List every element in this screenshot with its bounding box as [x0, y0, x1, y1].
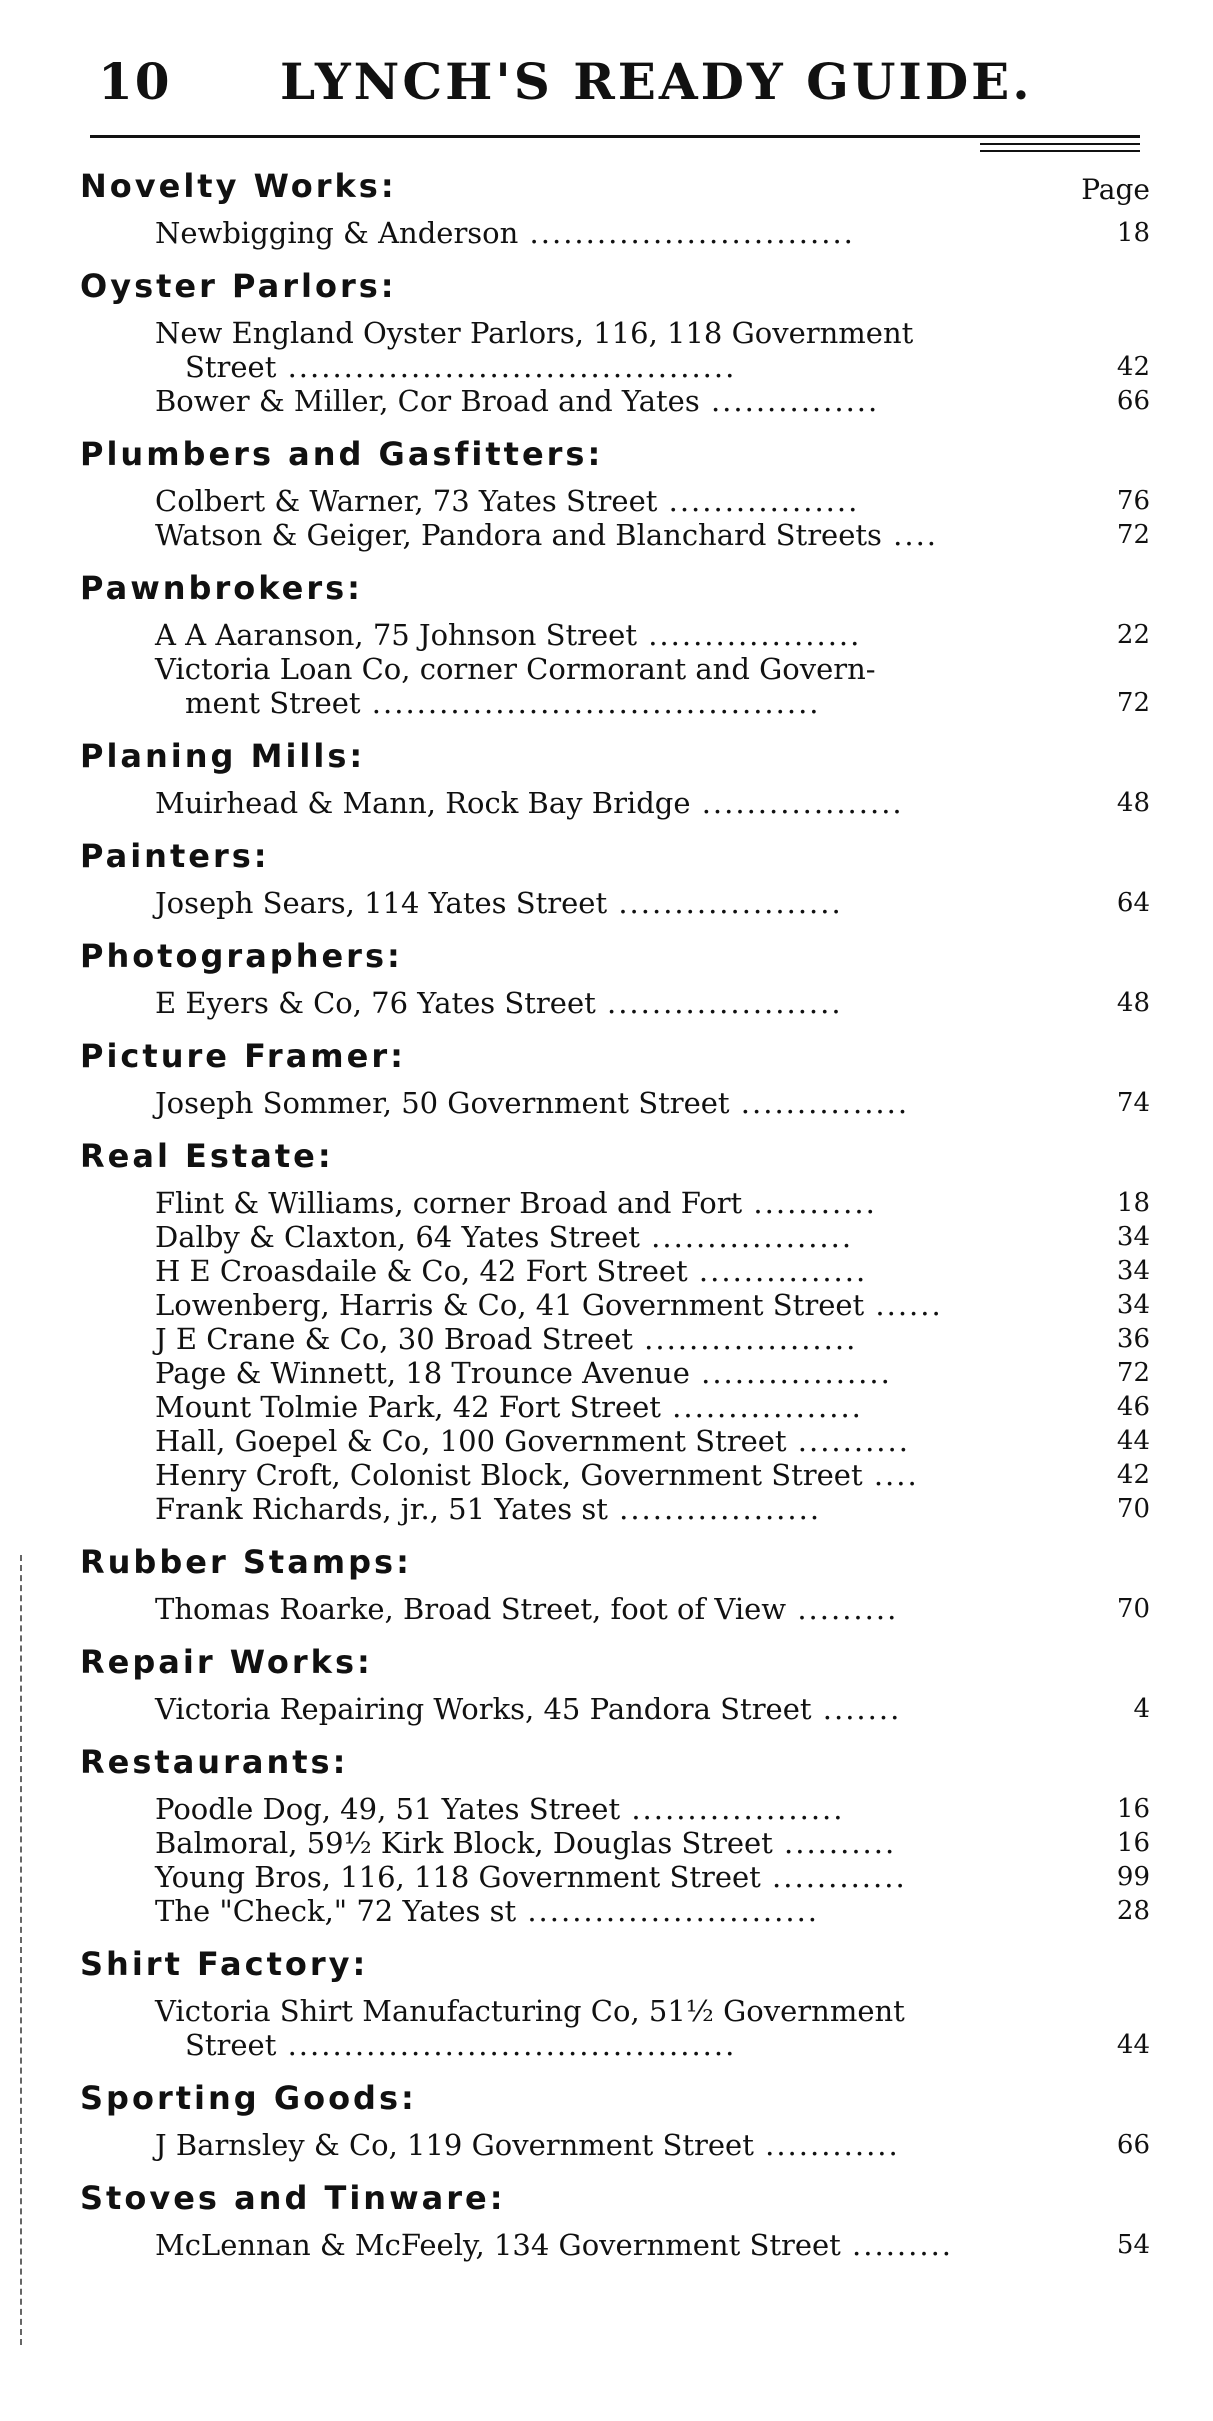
entry-list [155, 886, 1150, 920]
category-label: Pawnbrokers: [80, 569, 363, 607]
entry-name: Flint & Williams, corner Broad and Fort [155, 1186, 743, 1220]
category-label: Picture Framer: [80, 1037, 406, 1075]
entry-name: J Barnsley & Co, 119 Government Street [155, 2128, 754, 2162]
category-section [80, 164, 1150, 250]
entry-name: Lowenberg, Harris & Co, 41 Government Street [155, 1288, 865, 1322]
list-item [155, 1086, 1150, 1120]
entry-name: Victoria Loan Co, corner Cormorant and Govern- [155, 652, 876, 686]
dot-leader: ................. [689, 1356, 892, 1390]
dot-leader: .................... [607, 886, 843, 920]
category-heading [80, 834, 1150, 878]
page-number: 10 [98, 52, 172, 111]
category-heading [80, 2176, 1150, 2220]
entry-name: H E Croasdaile & Co, 42 Fort Street [155, 1254, 688, 1288]
entry-name-continuation: ment Street [185, 686, 361, 720]
list-item [155, 1424, 1150, 1458]
category-heading [80, 566, 1150, 610]
category-heading [80, 734, 1150, 778]
dot-leader: .......... [786, 1424, 910, 1458]
entry-page-number: 34 [1116, 1222, 1150, 1252]
page-column-label: Page [1081, 173, 1150, 206]
dot-leader: .......................... [516, 1894, 820, 1928]
entry-name-continued [155, 350, 1090, 384]
dot-leader: ......... [786, 1592, 899, 1626]
list-item [155, 1390, 1150, 1424]
category-label: Restaurants: [80, 1743, 349, 1781]
list-item [155, 986, 1150, 1020]
list-item [155, 618, 1150, 652]
entry-name: Henry Croft, Colonist Block, Government Street [155, 1458, 863, 1492]
dot-leader: ......... [840, 2228, 954, 2262]
category-section [80, 834, 1150, 920]
dot-leader: ............ [760, 1860, 907, 1894]
category-heading [80, 264, 1150, 308]
entry-name: Balmoral, 59½ Kirk Block, Douglas Street [155, 1826, 773, 1860]
category-label: Real Estate: [80, 1137, 334, 1175]
category-label: Painters: [80, 837, 270, 875]
list-item [155, 1692, 1150, 1726]
entry-page-number: 70 [1116, 1494, 1150, 1524]
entry-page-number: 66 [1116, 386, 1150, 416]
entry-name-continued [155, 2028, 1090, 2062]
entry-page-number: 4 [1133, 1694, 1150, 1724]
category-label: Photographers: [80, 937, 403, 975]
entry-name: J E Crane & Co, 30 Broad Street [155, 1322, 633, 1356]
entry-page-number: 48 [1116, 788, 1150, 818]
entry-name: Dalby & Claxton, 64 Yates Street [155, 1220, 640, 1254]
list-item [155, 2228, 1150, 2262]
entry-name: Joseph Sears, 114 Yates Street [155, 886, 608, 920]
category-heading [80, 934, 1150, 978]
dot-leader: .......... [772, 1826, 897, 1860]
entry-name: Hall, Goepel & Co, 100 Government Street [155, 1424, 787, 1458]
entry-page-number: 34 [1116, 1256, 1150, 1286]
entry-page-number: 76 [1116, 486, 1150, 516]
dot-leader: ............... [699, 384, 880, 418]
category-label: Plumbers and Gasfitters: [80, 435, 604, 473]
category-section [80, 2076, 1150, 2162]
category-heading [80, 2076, 1150, 2120]
page-header [80, 40, 1150, 120]
list-item [155, 886, 1150, 920]
entry-page-number: 72 [1116, 520, 1150, 550]
entry-page-number: 16 [1116, 1828, 1150, 1858]
dot-leader: ....... [811, 1692, 902, 1726]
entry-page-number: 22 [1116, 620, 1150, 650]
entry-name: Victoria Repairing Works, 45 Pandora Street [155, 1692, 812, 1726]
category-section [80, 1034, 1150, 1120]
header-rule-short [980, 143, 1140, 145]
entry-name: Watson & Geiger, Pandora and Blanchard Streets [155, 518, 882, 552]
list-item [155, 786, 1150, 820]
list-item [155, 1220, 1150, 1254]
entry-page-number: 70 [1116, 1594, 1150, 1624]
category-section [80, 1134, 1150, 1526]
entry-page-number: 46 [1116, 1392, 1150, 1422]
entry-page-number: 18 [1116, 1188, 1150, 1218]
list-item [155, 1894, 1150, 1928]
entry-list [155, 2228, 1150, 2262]
dot-leader: ................. [657, 484, 860, 518]
entry-page-number: 74 [1116, 1088, 1150, 1118]
category-section [80, 432, 1150, 552]
list-item [155, 2128, 1150, 2162]
entry-name: A A Aaranson, 75 Johnson Street [155, 618, 637, 652]
entry-list [155, 786, 1150, 820]
list-item [155, 1288, 1150, 1322]
list-item [155, 216, 1150, 250]
list-item [155, 1186, 1150, 1220]
page-title: LYNCH'S READY GUIDE. [280, 52, 1033, 111]
entry-list [155, 1994, 1150, 2062]
entry-page-number: 34 [1116, 1290, 1150, 1320]
list-item [155, 1592, 1150, 1626]
category-section [80, 1640, 1150, 1726]
dot-leader: ............ [753, 2128, 900, 2162]
entry-list [155, 2128, 1150, 2162]
category-section [80, 2176, 1150, 2262]
list-item [155, 1860, 1150, 1894]
dot-leader: ........... [742, 1186, 877, 1220]
header-rule [90, 135, 1140, 138]
entry-name: Muirhead & Mann, Rock Bay Bridge [155, 786, 691, 820]
entry-name: Thomas Roarke, Broad Street, foot of View [155, 1592, 787, 1626]
category-section [80, 1942, 1150, 2062]
list-item [155, 384, 1150, 418]
entry-name: Frank Richards, jr., 51 Yates st [155, 1492, 608, 1526]
category-label: Novelty Works: [80, 167, 397, 205]
category-label: Stoves and Tinware: [80, 2179, 506, 2217]
list-item [155, 518, 1150, 552]
entry-list [155, 484, 1150, 552]
dot-leader: ........................................ [360, 686, 821, 720]
category-label: Rubber Stamps: [80, 1543, 412, 1581]
dot-leader: ...... [864, 1288, 943, 1322]
entry-list [155, 1792, 1150, 1928]
dot-leader: .................. [607, 1492, 822, 1526]
entry-list [155, 618, 1150, 720]
entry-name-continued [155, 686, 1090, 720]
dot-leader: ........................................ [276, 2028, 737, 2062]
category-heading [80, 1540, 1150, 1584]
category-label: Sporting Goods: [80, 2079, 417, 2117]
list-item [155, 1492, 1150, 1526]
entry-page-number: 16 [1116, 1794, 1150, 1824]
list-item [155, 1792, 1150, 1826]
entry-page-number: 42 [1116, 352, 1150, 382]
category-label: Planing Mills: [80, 737, 366, 775]
list-item [155, 316, 1150, 384]
list-item [155, 652, 1150, 720]
entry-page-number: 54 [1116, 2230, 1150, 2260]
list-item [155, 1356, 1150, 1390]
list-item [155, 1254, 1150, 1288]
entry-page-number: 64 [1116, 888, 1150, 918]
entry-list [155, 1692, 1150, 1726]
entry-name: Colbert & Warner, 73 Yates Street [155, 484, 658, 518]
entry-page-number: 72 [1116, 688, 1150, 718]
entry-name: E Eyers & Co, 76 Yates Street [155, 986, 596, 1020]
entry-page-number: 28 [1116, 1896, 1150, 1926]
entry-list [155, 1186, 1150, 1526]
category-section [80, 734, 1150, 820]
category-heading [80, 1134, 1150, 1178]
entry-name: The "Check," 72 Yates st [155, 1894, 517, 1928]
entry-name: Page & Winnett, 18 Trounce Avenue [155, 1356, 690, 1390]
dot-leader: ..................... [595, 986, 843, 1020]
entry-name: Young Bros, 116, 118 Government Street [155, 1860, 761, 1894]
entry-page-number: 72 [1116, 1358, 1150, 1388]
list-item [155, 1826, 1150, 1860]
category-section [80, 1540, 1150, 1626]
entry-list [155, 1086, 1150, 1120]
entry-name-continuation: Street [185, 2028, 277, 2062]
entry-page-number: 36 [1116, 1324, 1150, 1354]
category-label: Shirt Factory: [80, 1945, 369, 1983]
entry-list [155, 1592, 1150, 1626]
category-label: Repair Works: [80, 1643, 373, 1681]
directory-listing [80, 150, 1150, 2262]
dot-leader: .... [862, 1458, 919, 1492]
entry-name: Joseph Sommer, 50 Government Street [155, 1086, 730, 1120]
category-heading [80, 1942, 1150, 1986]
entry-name: New England Oyster Parlors, 116, 118 Government [155, 316, 914, 350]
list-item [155, 484, 1150, 518]
list-item [155, 1994, 1150, 2062]
entry-name: Newbigging & Anderson [155, 216, 519, 250]
category-heading [80, 1740, 1150, 1784]
category-section [80, 1740, 1150, 1928]
entry-name: Poodle Dog, 49, 51 Yates Street [155, 1792, 621, 1826]
dot-leader: ............... [729, 1086, 910, 1120]
entry-name-continuation: Street [185, 350, 277, 384]
dot-leader: ........................................ [276, 350, 737, 384]
dot-leader: ................. [660, 1390, 863, 1424]
category-section [80, 566, 1150, 720]
entry-page-number: 99 [1116, 1862, 1150, 1892]
dot-leader: .................. [639, 1220, 854, 1254]
category-section [80, 264, 1150, 418]
entry-page-number: 44 [1116, 2030, 1150, 2060]
entry-page-number: 66 [1116, 2130, 1150, 2160]
category-heading [80, 1034, 1150, 1078]
dot-leader: ................... [637, 618, 862, 652]
entry-page-number: 18 [1116, 218, 1150, 248]
margin-dashed-line [20, 1555, 22, 2345]
entry-name: Bower & Miller, Cor Broad and Yates [155, 384, 700, 418]
category-heading [80, 164, 1150, 208]
entry-name: Mount Tolmie Park, 42 Fort Street [155, 1390, 661, 1424]
entry-page-number: 48 [1116, 988, 1150, 1018]
entry-name: Victoria Shirt Manufacturing Co, 51½ Government [155, 1994, 905, 2028]
entry-list [155, 316, 1150, 418]
dot-leader: .... [881, 518, 939, 552]
entry-page-number: 44 [1116, 1426, 1150, 1456]
entry-list [155, 216, 1150, 250]
dot-leader: ................... [620, 1792, 845, 1826]
dot-leader: ............... [687, 1254, 868, 1288]
list-item [155, 1322, 1150, 1356]
dot-leader: ............................. [518, 216, 855, 250]
entry-page-number: 42 [1116, 1460, 1150, 1490]
category-section [80, 934, 1150, 1020]
category-heading [80, 432, 1150, 476]
dot-leader: ................... [632, 1322, 858, 1356]
dot-leader: .................. [690, 786, 904, 820]
list-item [155, 1458, 1150, 1492]
entry-list [155, 986, 1150, 1020]
category-label: Oyster Parlors: [80, 267, 397, 305]
category-heading [80, 1640, 1150, 1684]
entry-name: McLennan & McFeely, 134 Government Street [155, 2228, 841, 2262]
